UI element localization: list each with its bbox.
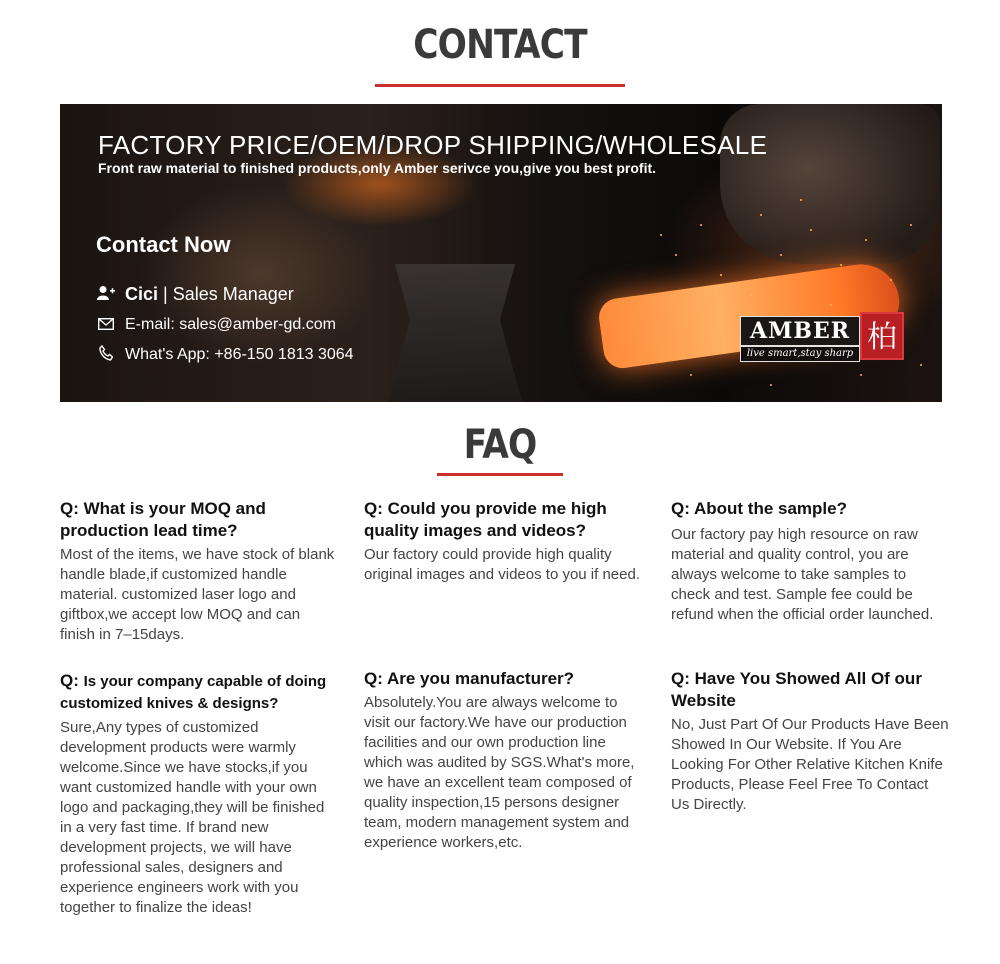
spark: [770, 384, 772, 386]
faq-question: Q: Are you manufacturer?: [364, 669, 575, 688]
contact-whatsapp-text[interactable]: What's App: +86-150 1813 3064: [125, 346, 354, 363]
phone-icon: [96, 345, 116, 365]
faq-answer: Our factory could provide high quality original images and videos to you if need.: [364, 546, 641, 583]
faq-answer: Our factory pay high resource on raw material and quality control, you are always welcome to take samples to check and test. Sample fee could be refund when the official order launched.: [671, 526, 934, 623]
anvil-graphic: [380, 264, 530, 402]
add-user-icon: [96, 285, 116, 305]
logo-wordmark: AMBER: [740, 316, 860, 346]
spark: [840, 264, 842, 266]
spark: [780, 254, 782, 256]
contact-person: [96, 284, 294, 305]
contact-person-role: | Sales Manager: [163, 284, 294, 304]
faq-item: [364, 498, 642, 585]
faq-question: [60, 670, 338, 715]
faq-title-underline: [437, 473, 563, 476]
hammer-graphic: [720, 104, 940, 264]
spark: [760, 214, 762, 216]
faq-answer: No, Just Part Of Our Products Have Been Showed In Our Website. If You Are Looking For Other Relative Kitchen Knife Products, Please Feel Free To Contact Us Directly.: [671, 716, 949, 813]
faq-title: FAQ: [463, 422, 537, 468]
spark: [700, 224, 702, 226]
spark: [860, 374, 862, 376]
banner-heading: FACTORY PRICE/OEM/DROP SHIPPING/WHOLESALE: [98, 130, 768, 160]
spark: [800, 199, 802, 201]
contact-banner: [60, 104, 942, 402]
contact-person-name: Cici: [125, 284, 159, 304]
faq-item: [60, 498, 338, 645]
faq-question-prefix: Q:: [60, 671, 84, 690]
spark: [720, 274, 722, 276]
faq-answer: Absolutely.You are always welcome to visit our factory.We have our production facilities and our own production line which was audited by SGS.What's more, we have an excellent team composed of quality inspection,15 persons designer team, modern management system and experience workers,etc.: [364, 694, 635, 851]
spark: [920, 364, 922, 366]
faq-question: Q: Could you provide me high quality images and videos?: [364, 499, 607, 540]
faq-answer: Sure,Any types of customized development products were warmly welcome.Since we have stocks,if you want customized handle with your own logo and packaging,they will be finished in a very fast time. If brand new development projects, we will have professional sales, designers and experience engineers work with you together to finalize the ideas!: [60, 719, 325, 916]
spark: [890, 279, 892, 281]
spark: [690, 374, 692, 376]
spark: [660, 359, 662, 361]
faq-item: [60, 670, 338, 918]
spark: [830, 304, 832, 306]
spark: [660, 234, 662, 236]
spark: [675, 254, 677, 256]
faq-question: Q: About the sample?: [671, 499, 847, 518]
contact-email-text[interactable]: E-mail: sales@amber-gd.com: [125, 316, 336, 333]
contact-title: CONTACT: [413, 22, 587, 68]
contact-now-heading: Contact Now: [96, 232, 231, 257]
spark: [750, 294, 752, 296]
banner-subheading: Front raw material to finished products,only Amber serivce you,give you best profit.: [98, 160, 657, 176]
faq-question: Q: What is your MOQ and production lead time?: [60, 499, 266, 540]
faq-answer: Most of the items, we have stock of blank handle blade,if customized handle material. customized laser logo and giftbox,we accept low MOQ and can finish in 7–15days.: [60, 546, 335, 643]
faq-question: Q: Have You Showed All Of our Website: [671, 669, 922, 710]
logo-tagline: live smart,stay sharp: [740, 346, 860, 362]
contact-email[interactable]: [96, 316, 336, 334]
envelope-icon: [96, 317, 116, 334]
contact-title-underline: [375, 84, 625, 87]
contact-whatsapp[interactable]: [96, 345, 354, 365]
spark: [810, 229, 812, 231]
amber-logo: [740, 312, 906, 364]
faq-item: [671, 498, 949, 625]
faq-question-text: Is your company capable of doing customized knives & designs?: [60, 673, 327, 712]
spark: [865, 239, 867, 241]
faq-item: [671, 668, 949, 815]
faq-item: [364, 668, 642, 853]
logo-seal: 柏: [860, 312, 904, 360]
spark: [910, 224, 912, 226]
